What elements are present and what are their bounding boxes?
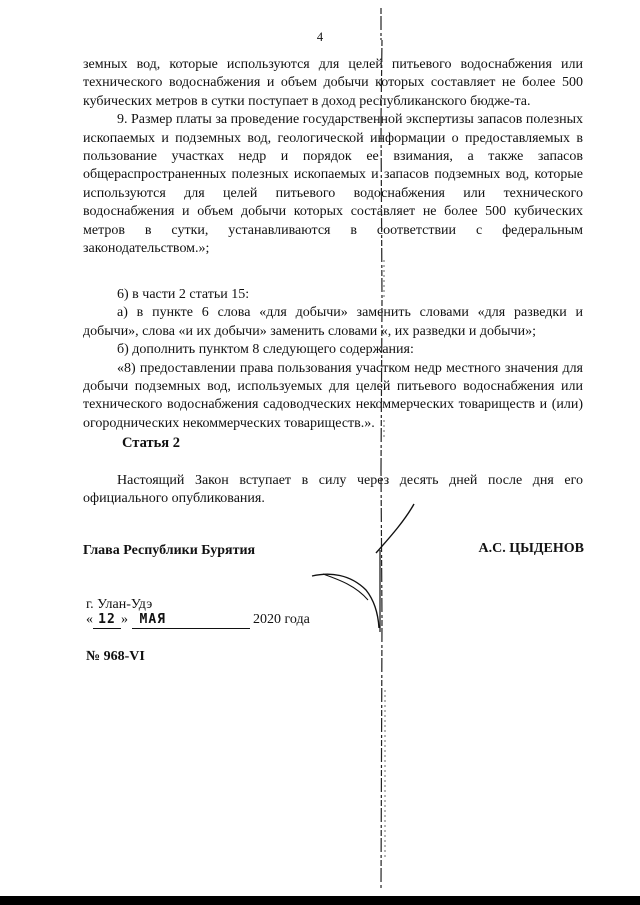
paragraph-effective-date: Настоящий Закон вступает в силу через десять дней после дня его официального опубликования. (83, 473, 583, 507)
scan-bottom-edge (0, 896, 640, 905)
page-number: 4 (316, 30, 324, 44)
signature-name: А.С. ЦЫДЕНОВ (478, 541, 584, 556)
text-block-1 (83, 56, 583, 258)
law-number: № 968-VI (86, 649, 145, 664)
paragraph-subitem-a: а) в пункте 6 слова «для добычи» заменить словами «для разведки и добычи», слова «и их добычи» заменить словами «, их разведки и добычи»; (83, 305, 583, 339)
paragraph-item-9: 9. Размер платы за проведение государственной экспертизы запасов полезных ископаемых и подземных вод, геологической информации о предоставляемых в пользование участках недр и порядок ее взимания, а также запасов общераспространенных полезных ископаемых и запасов подземных вод, которые используются для целей питьевого водоснабжения или технического водоснабжения и объем добычи которых составляет не более 500 кубических метров в сутки, устанавливаются в соответствии с федеральным законодательством.»; (83, 112, 583, 257)
date-month: МАЯ (139, 612, 166, 627)
date-day-field (93, 612, 121, 629)
paragraph-subitem-b: б) дополнить пунктом 8 следующего содержания: (117, 342, 414, 358)
paragraph-continuation: земных вод, которые используются для целей питьевого водоснабжения или технического водоснабжения и объем добычи которых составляет не более 500 кубических метров в сутки поступает в доход республиканского бюдже-та. (83, 57, 583, 109)
date-day: 12 (98, 612, 116, 627)
paragraph-item-6: 6) в части 2 статьи 15: (117, 287, 250, 302)
text-block-3 (83, 472, 583, 509)
date-open-quote: « (86, 612, 93, 627)
paragraph-item-8: «8) предоставлении права пользования участком недр местного значения для добычи подземных вод, используемых для целей питьевого водоснабжения или технического водоснабжения садоводческих некоммерческих товариществ и (или) огороднических некоммерческих товариществ.». (83, 360, 583, 431)
text-block-2 (83, 286, 583, 433)
signing-date (86, 612, 310, 629)
date-year: 2020 года (253, 612, 310, 627)
article-heading: Статья 2 (122, 435, 180, 451)
signature-title: Глава Республики Бурятия (83, 543, 256, 558)
date-month-field (132, 612, 250, 629)
date-close-quote: » (121, 612, 128, 627)
place-of-signing: г. Улан-Удэ (86, 597, 153, 612)
